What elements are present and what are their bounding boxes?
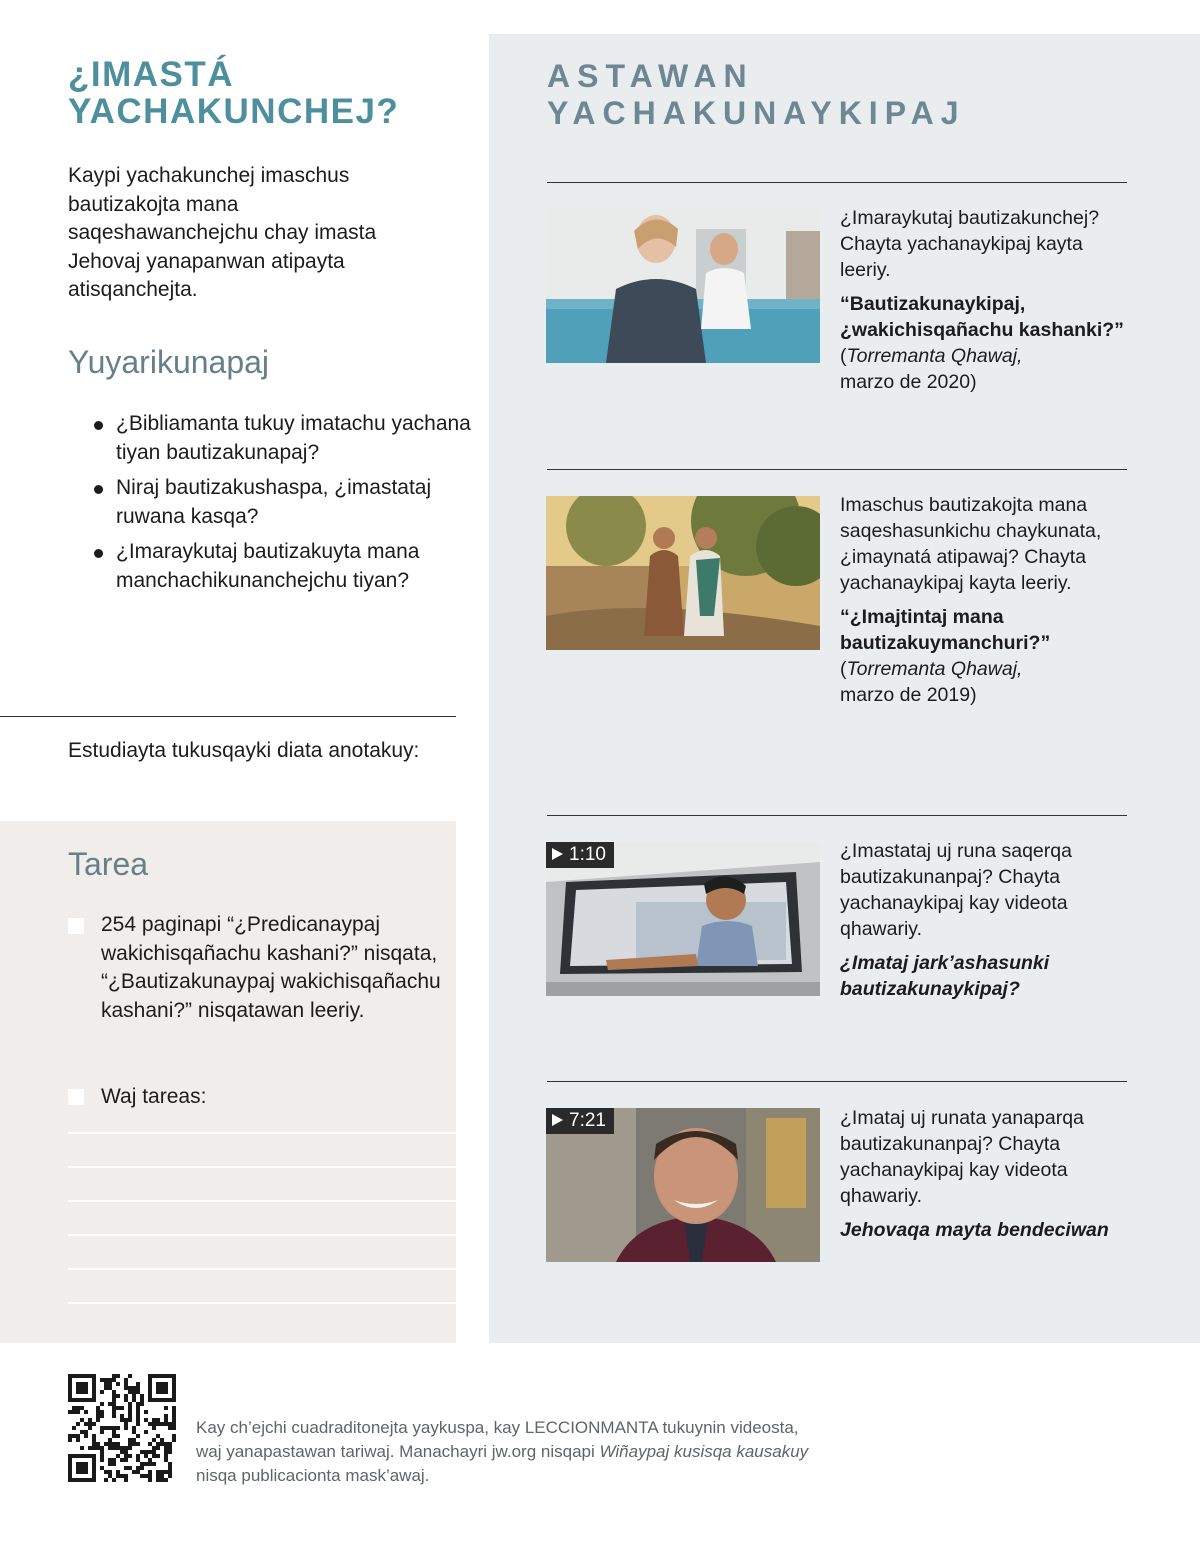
- qr-code-icon[interactable]: [68, 1374, 176, 1482]
- recap-title-line-2: YACHAKUNCHEJ?: [68, 92, 400, 131]
- paren-open: (: [840, 658, 847, 680]
- task-item-2: Waj tareas:: [101, 1085, 207, 1108]
- video-thumbnail-smiling-man[interactable]: [546, 1108, 820, 1262]
- baptism-pool-image[interactable]: [546, 209, 820, 363]
- review-item: ¿Bibliamanta tukuy imatachu yachana tiyan bautizakunapaj?: [92, 410, 472, 467]
- video-thumbnail-driver[interactable]: [546, 842, 820, 996]
- explore-divider: [547, 469, 1127, 470]
- explore-divider: [547, 1081, 1127, 1082]
- video-duration: 7:21: [569, 1110, 606, 1131]
- recap-text: Kaypi yachakunchej imaschus bautizakojta mana saqeshawanchejchu chay imasta Jehovaj yanapanwan atipayta atisqanchejta.: [68, 164, 377, 301]
- explore-entry-4: [840, 1105, 1130, 1243]
- explore-divider: [547, 815, 1127, 816]
- article-link[interactable]: “Bautizakunaykipaj, ¿wakichisqañachu kashanki?”: [840, 293, 1124, 341]
- left-divider: [0, 716, 456, 717]
- article-date: marzo de 2020): [840, 371, 977, 393]
- task-item-1: 254 paginapi “¿Predicanaypaj wakichisqañachu kashani?” nisqata, “¿Bautizakunaypaj wakichisqañachu kashani?” nisqatawan leeriy.: [101, 913, 441, 1022]
- explore-title-line-1: ASTAWAN: [547, 58, 754, 94]
- explore-title-line-2: YACHAKUNAYKIPAJ: [547, 95, 966, 131]
- entry-question: ¿Imastataj uj runa saqerqa bautizakunanpaj? Chayta yachanaykipaj kay videota qhawariy.: [840, 840, 1072, 940]
- review-item: Niraj bautizakushaspa, ¿imastataj ruwana kasqa?: [92, 474, 472, 531]
- write-line[interactable]: [68, 1132, 456, 1134]
- video-duration: 1:10: [569, 844, 606, 865]
- write-line[interactable]: [68, 1234, 456, 1236]
- article-link[interactable]: “¿Imajtintaj mana bautizakuymanchuri?”: [840, 606, 1051, 654]
- task-checkbox-2[interactable]: [68, 1089, 84, 1105]
- video-link[interactable]: ¿Imataj jark’ashasunki bautizakunaykipaj?: [840, 952, 1050, 1000]
- entry-question: Imaschus bautizakojta mana saqeshasunkichu chaykunata, ¿imaynatá atipawaj? Chayta yachanaykipaj kayta leeriy.: [840, 494, 1102, 594]
- paren-open: (: [840, 345, 847, 367]
- write-line[interactable]: [68, 1302, 456, 1304]
- review-item: ¿Imaraykutaj bautizakuyta mana manchachikunanchejchu tiyan?: [92, 538, 472, 595]
- video-duration-badge: [546, 1108, 614, 1134]
- explore-title: [547, 58, 1167, 132]
- write-line[interactable]: [68, 1268, 456, 1270]
- recap-title-line-1: ¿IMASTÁ: [68, 55, 235, 94]
- article-date: marzo de 2019): [840, 684, 977, 706]
- publication-name: Torremanta Qhawaj,: [846, 658, 1023, 680]
- write-line[interactable]: [68, 1166, 456, 1168]
- task-panel: [0, 821, 456, 1343]
- study-date-label: Estudiayta tukusqayki diata anotakuy:: [68, 739, 420, 762]
- entry-question: ¿Imataj uj runata yanaparqa bautizakunanpaj? Chayta yachanaykipaj kay videota qhawariy.: [840, 1107, 1084, 1207]
- play-icon: [552, 848, 563, 860]
- explore-entry-3: [840, 838, 1130, 1002]
- review-heading: Yuyarikunapaj: [68, 344, 270, 380]
- jesus-john-painting-image[interactable]: [546, 496, 820, 650]
- footer-text-part-2: nisqa publicacionta mask’awaj.: [196, 1466, 430, 1485]
- write-line[interactable]: [68, 1200, 456, 1202]
- explore-entry-2: [840, 492, 1130, 708]
- recap-title: [68, 56, 468, 130]
- task-heading: Tarea: [68, 846, 149, 882]
- video-link[interactable]: Jehovaqa mayta bendeciwan: [840, 1219, 1109, 1241]
- article-source: [840, 656, 1130, 682]
- explore-divider: [547, 182, 1127, 183]
- article-source: [840, 343, 1130, 369]
- video-duration-badge: [546, 842, 614, 868]
- footer-note: [196, 1416, 816, 1488]
- play-icon: [552, 1114, 563, 1126]
- explore-entry-1: [840, 205, 1130, 395]
- footer-text-part-1: Kay ch’ejchi cuadraditonejta yaykuspa, kay LECCIONMANTA tukuynin videosta, waj yanapastawan tariwaj. Manachayri jw.org nisqapi: [196, 1418, 799, 1461]
- publication-name: Torremanta Qhawaj,: [846, 345, 1023, 367]
- footer-publication-title: Wiñaypaj kusisqa kausakuy: [599, 1442, 809, 1461]
- review-list: [92, 410, 472, 602]
- entry-question: ¿Imaraykutaj bautizakunchej? Chayta yachanaykipaj kayta leeriy.: [840, 207, 1100, 281]
- task-checkbox-1[interactable]: [68, 918, 84, 934]
